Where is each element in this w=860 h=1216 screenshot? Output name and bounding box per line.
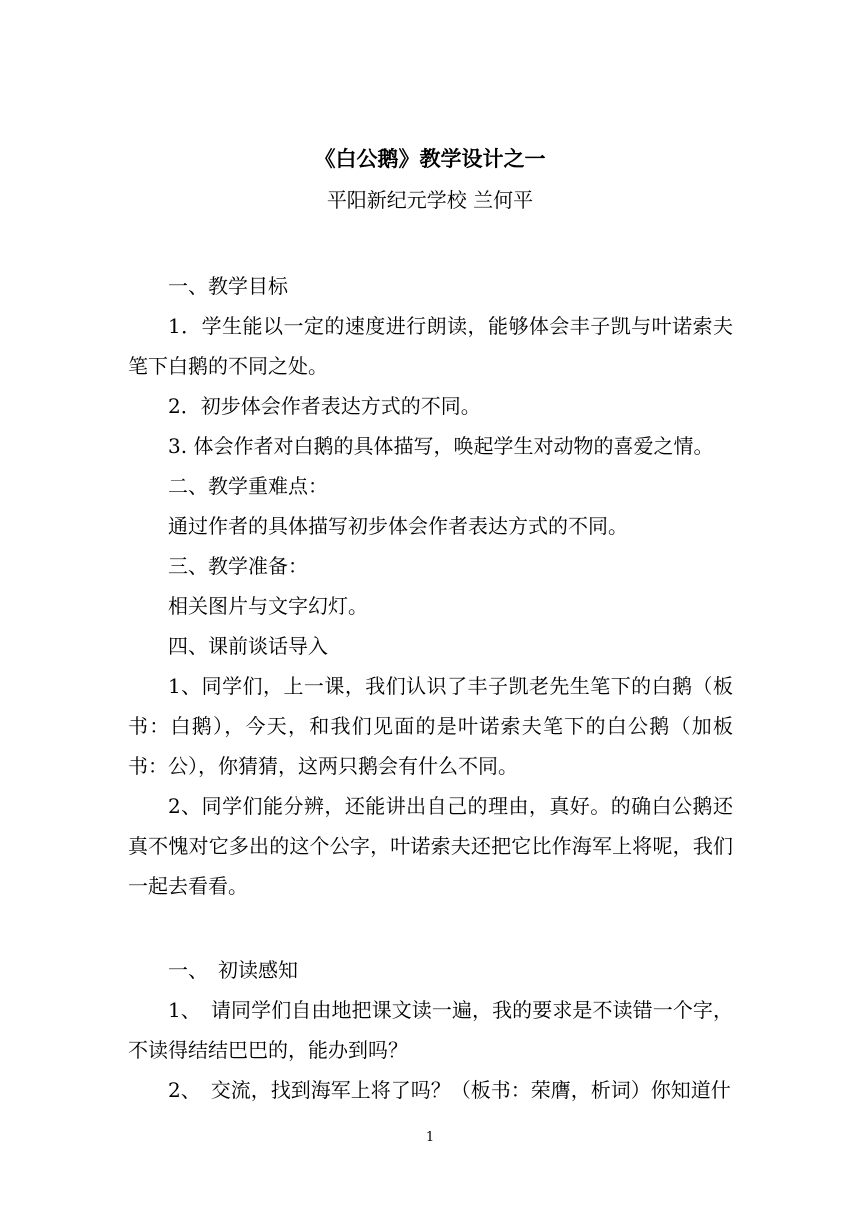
heading-teaching-goals: 一、教学目标 bbox=[168, 274, 288, 298]
heading-intro: 四、课前谈话导入 bbox=[168, 634, 328, 658]
document-title: 《白公鹅》教学设计之一 bbox=[314, 146, 546, 171]
document-author: 平阳新纪元学校 兰何平 bbox=[326, 188, 534, 212]
goal-item-3: 3. 体会作者对白鹅的具体描写，唤起学生对动物的喜爱之情。 bbox=[168, 434, 714, 458]
reading-item-2: 2、 交流，找到海军上将了吗？（板书：荣膺，析词）你知道什 bbox=[168, 1078, 731, 1102]
reading-item-1: 1、 请同学们自由地把课文读一遍，我的要求是不读错一个字，不读得结结巴巴的，能办到吗？ bbox=[128, 998, 733, 1062]
key-points-text: 通过作者的具体描写初步体会作者表达方式的不同。 bbox=[168, 514, 628, 538]
section-gap bbox=[128, 906, 733, 950]
page-number: 1 bbox=[425, 1130, 435, 1145]
goal-item-2: 2．初步体会作者表达方式的不同。 bbox=[168, 394, 481, 418]
preparation-text: 相关图片与文字幻灯。 bbox=[168, 594, 368, 618]
intro-item-1: 1、同学们，上一课，我们认识了丰子凯老先生笔下的白鹅（板书：白鹅），今天，和我们见面的是叶诺索夫笔下的白公鹅（加板书：公），你猜猜，这两只鹅会有什么不同。 bbox=[128, 674, 733, 778]
goal-item-1: 1．学生能以一定的速度进行朗读，能够体会丰子凯与叶诺索夫笔下白鹅的不同之处。 bbox=[128, 314, 733, 378]
document-body bbox=[128, 266, 733, 1110]
heading-key-points: 二、教学重难点： bbox=[168, 474, 328, 498]
heading-first-reading: 一、 初读感知 bbox=[168, 958, 298, 982]
intro-item-2: 2、同学们能分辨，还能讲出自己的理由，真好。的确白公鹅还真不愧对它多出的这个公字，叶诺索夫还把它比作海军上将呢，我们一起去看看。 bbox=[128, 794, 733, 898]
heading-preparation: 三、教学准备： bbox=[168, 554, 308, 578]
